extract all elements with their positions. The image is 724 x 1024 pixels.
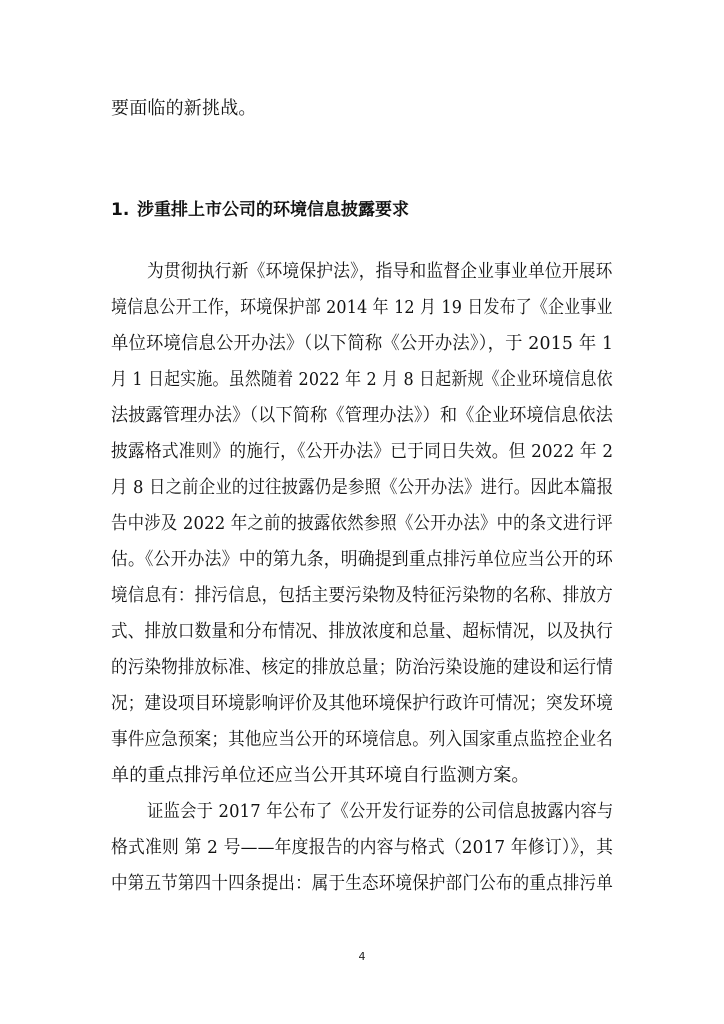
text-line: 式、排放口数量和分布情况、排放浓度和总量、超标情况，以及执行 (111, 621, 613, 642)
section-heading (111, 199, 409, 221)
text-line: 证监会于 2017 年公布了《公开发行证券的公司信息披露内容与 (147, 801, 614, 822)
text-line: 月 8 日之前企业的过往披露仍是参照《公开办法》进行。因此本篇报 (111, 477, 614, 498)
text-line: 事件应急预案；其他应当公开的环境信息。列入国家重点监控企业名 (111, 729, 613, 750)
text-line: 境信息公开工作，环境保护部 2014 年 12 月 19 日发布了《企业事业 (111, 297, 613, 318)
text-line: 单位环境信息公开办法》（以下简称《公开办法》），于 2015 年 1 (111, 333, 614, 354)
heading-number: 1. (111, 200, 130, 220)
text-line: 单的重点排污单位还应当公开其环境自行监测方案。 (111, 765, 530, 786)
text-line: 月 1 日起实施。虽然随着 2022 年 2 月 8 日起新规《企业环境信息依 (111, 369, 613, 390)
heading-text: 涉重排上市公司的环境信息披露要求 (137, 200, 409, 220)
text-line: 境信息有：排污信息，包括主要污染物及特征污染物的名称、排放方 (111, 585, 613, 606)
text-line: 格式准则 第 2 号——年度报告的内容与格式（2017 年修订）》，其 (111, 837, 614, 858)
page-number: 4 (358, 950, 366, 963)
text-line: 估。《公开办法》中的第九条，明确提到重点排污单位应当公开的环 (111, 549, 613, 570)
text-line: 的污染物排放标准、核定的排放总量；防治污染设施的建设和运行情 (111, 657, 613, 678)
text-line: 法披露管理办法》（以下简称《管理办法》）和《企业环境信息依法 (111, 405, 614, 426)
text-line: 中第五节第四十四条提出：属于生态环境保护部门公布的重点排污单 (111, 873, 613, 894)
text-line: 要面临的新挑战。 (111, 98, 257, 119)
text-line: 披露格式准则》的施行，《公开办法》已于同日失效。但 2022 年 2 (111, 441, 614, 462)
text-line: 为贯彻执行新《环境保护法》，指导和监督企业事业单位开展环 (147, 261, 613, 282)
text-line: 告中涉及 2022 年之前的披露依然参照《公开办法》中的条文进行评 (111, 513, 613, 534)
text-line: 况；建设项目环境影响评价及其他环境保护行政许可情况；突发环境 (111, 693, 613, 714)
